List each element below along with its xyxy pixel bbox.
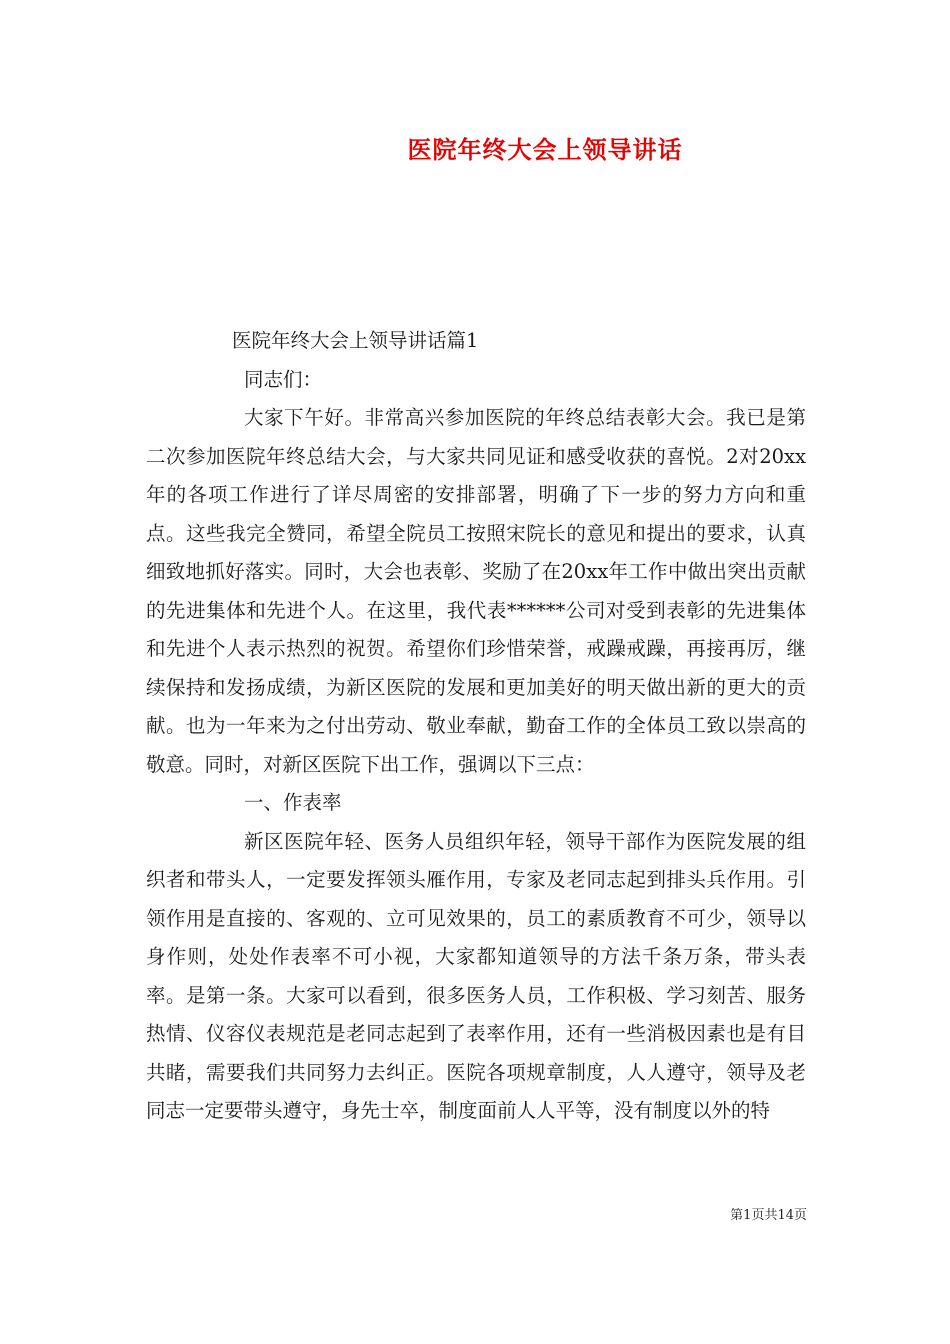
greeting: 同志们： <box>244 367 323 391</box>
paragraph-set-example: 新区医院年轻、医务人员组织年轻，领导干部作为医院发展的组织者和带头人，一定要发挥领头雁作用，专家及老同志起到排头兵作用。引领作用是直接的、客观的、立可见效果的，员工的素质教育不可少，领导以身作则，处处作表率不可小视，大家都知道领导的方法千条万条，带头表率。是第一条。大家可以看到，很多医务人员，工作积极、学习刻苦、服务热情、仪容仪表规范是老同志起到了表率作用，还有一些消极因素也是有目共睹，需要我们共同努力去纠正。医院各项规章制度，人人遵守，领导及老同志一定要带头遵守，身先士卒，制度面前人人平等，没有制度以外的特 <box>146 829 806 1122</box>
section-title: 医院年终大会上领导讲话篇1 <box>232 329 479 352</box>
document-title: 医院年终大会上领导讲话 <box>407 135 683 164</box>
heading-set-example: 一、作表率 <box>244 791 342 814</box>
paragraph-intro: 大家下午好。非常高兴参加医院的年终总结表彰大会。我已是第二次参加医院年终总结大会，与大家共同见证和感受收获的喜悦。2对20xx年的各项工作进行了详尽周密的安排部署，明确了下一步的努力方向和重点。这些我完全赞同，希望全院员工按照宋院长的意见和提出的要求，认真细致地抓好落实。同时，大会也表彰、奖励了在20xx年工作中做出突出贡献的先进集体和先进个人。在这里，我代表******公司对受到表彰的先进集体和先进个人表示热烈的祝贺。希望你们珍惜荣誉，戒躁戒躁，再接再厉，继续保持和发扬成绩，为新区医院的发展和更加美好的明天做出新的更大的贡献。也为一年来为之付出劳动、敬业奉献，勤奋工作的全体员工致以崇高的敬意。同时，对新区医院下出工作，强调以下三点： <box>146 406 806 776</box>
page-footer: 第1页共14页 <box>730 1208 807 1223</box>
document-body <box>146 322 806 1131</box>
